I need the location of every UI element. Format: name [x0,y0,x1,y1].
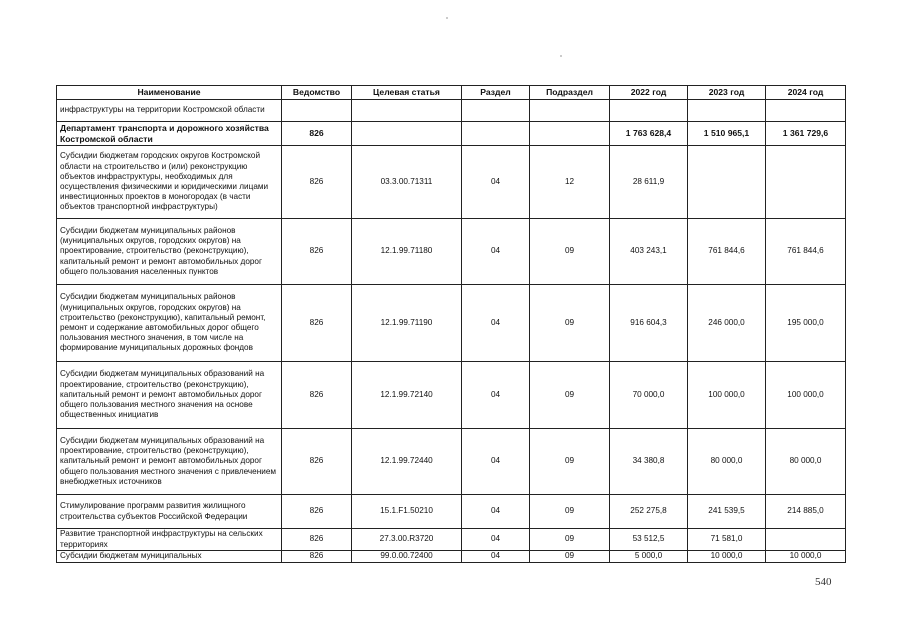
header-department: Ведомство [282,86,352,100]
scan-speck [446,17,448,19]
cell-target-article: 12.1.99.71190 [352,285,462,362]
cell-subsection: 09 [530,362,610,429]
cell-section: 04 [462,362,530,429]
cell-2022: 28 611,9 [610,146,688,219]
cell-department: 826 [282,529,352,551]
cell-2024 [766,100,846,122]
cell-2023 [688,100,766,122]
header-target-article: Целевая статья [352,86,462,100]
header-section: Раздел [462,86,530,100]
header-name: Наименование [57,86,282,100]
cell-section: 04 [462,495,530,529]
cell-2022: 34 380,8 [610,429,688,495]
cell-subsection: 09 [530,529,610,551]
cell-2022: 1 763 628,4 [610,122,688,146]
cell-2022: 252 275,8 [610,495,688,529]
table-row [57,551,846,563]
cell-name: Субсидии бюджетам муниципальных образований на проектирование, строительство (реконструкцию), капитальный ремонт и ремонт автомобильных дорог общего пользования местного значения с привлечением внебюджетных источников [57,429,282,495]
cell-name: Субсидии бюджетам муниципальных районов (муниципальных округов, городских округов) на проектирование, строительство (реконструкцию), капитальный ремонт и ремонт автомобильных дорог общего пользования населенных пунктов [57,219,282,285]
cell-name: Субсидии бюджетам муниципальных [57,551,282,563]
cell-target-article: 12.1.99.72440 [352,429,462,495]
cell-2022: 53 512,5 [610,529,688,551]
cell-department: 826 [282,122,352,146]
cell-department: 826 [282,429,352,495]
cell-name: инфраструктуры на территории Костромской области [57,100,282,122]
cell-name: Субсидии бюджетам муниципальных районов (муниципальных округов, городских округов) на строительство (реконструкцию), капитальный ремонт, ремонт и содержание автомобильных дорог общего пользования местного значения, в том числе на формирование муниципальных дорожных фондов [57,285,282,362]
header-subsection: Подраздел [530,86,610,100]
cell-section: 04 [462,529,530,551]
header-2023: 2023 год [688,86,766,100]
cell-2024: 761 844,6 [766,219,846,285]
cell-subsection [530,122,610,146]
cell-department: 826 [282,495,352,529]
table-row [57,219,846,285]
cell-department: 826 [282,362,352,429]
cell-2022: 916 604,3 [610,285,688,362]
cell-section: 04 [462,551,530,563]
table-row [57,495,846,529]
cell-2024: 214 885,0 [766,495,846,529]
cell-target-article: 12.1.99.72140 [352,362,462,429]
cell-2022 [610,100,688,122]
cell-target-article [352,122,462,146]
cell-2024: 100 000,0 [766,362,846,429]
cell-name: Развитие транспортной инфраструктуры на сельских территориях [57,529,282,551]
cell-2024: 80 000,0 [766,429,846,495]
table-row-department [57,122,846,146]
cell-2024: 1 361 729,6 [766,122,846,146]
cell-2023: 761 844,6 [688,219,766,285]
cell-2024: 195 000,0 [766,285,846,362]
cell-subsection: 12 [530,146,610,219]
cell-2024 [766,529,846,551]
table-row [57,285,846,362]
cell-department [282,100,352,122]
cell-2022: 5 000,0 [610,551,688,563]
cell-subsection: 09 [530,285,610,362]
cell-name: Субсидии бюджетам городских округов Костромской области на строительство и (или) реконструкцию объектов инфраструктуры, необходимых для осуществления физическими и юридическими лицами инвестиционных проектов в моногородах (в части объектов транспортной инфраструктуры) [57,146,282,219]
cell-target-article: 15.1.F1.50210 [352,495,462,529]
cell-target-article: 27.3.00.R3720 [352,529,462,551]
cell-subsection: 09 [530,219,610,285]
page-number: 540 [815,576,832,588]
table-header-row [57,86,846,100]
cell-2023: 1 510 965,1 [688,122,766,146]
cell-department: 826 [282,146,352,219]
cell-2023: 10 000,0 [688,551,766,563]
cell-target-article: 12.1.99.71180 [352,219,462,285]
table-row [57,429,846,495]
cell-2022: 403 243,1 [610,219,688,285]
cell-subsection: 09 [530,551,610,563]
cell-2023 [688,146,766,219]
cell-subsection: 09 [530,495,610,529]
table-row [57,529,846,551]
cell-subsection: 09 [530,429,610,495]
cell-2024: 10 000,0 [766,551,846,563]
cell-section: 04 [462,219,530,285]
cell-section [462,122,530,146]
budget-table [56,85,846,563]
cell-2023: 80 000,0 [688,429,766,495]
cell-2023: 71 581,0 [688,529,766,551]
cell-name: Департамент транспорта и дорожного хозяйства Костромской области [57,122,282,146]
cell-name: Стимулирование программ развития жилищного строительства субъектов Российской Федерации [57,495,282,529]
cell-section [462,100,530,122]
cell-2023: 100 000,0 [688,362,766,429]
cell-department: 826 [282,285,352,362]
cell-department: 826 [282,551,352,563]
table-row [57,362,846,429]
cell-2023: 241 539,5 [688,495,766,529]
header-2024: 2024 год [766,86,846,100]
header-2022: 2022 год [610,86,688,100]
table-row [57,100,846,122]
scan-speck [560,55,562,57]
cell-section: 04 [462,146,530,219]
cell-2022: 70 000,0 [610,362,688,429]
cell-target-article: 99.0.00.72400 [352,551,462,563]
cell-department: 826 [282,219,352,285]
cell-name: Субсидии бюджетам муниципальных образований на проектирование, строительство (реконструкцию), капитальный ремонт и ремонт автомобильных дорог общего пользования местного значения на основе общественных инициатив [57,362,282,429]
cell-subsection [530,100,610,122]
cell-section: 04 [462,285,530,362]
cell-target-article [352,100,462,122]
cell-section: 04 [462,429,530,495]
cell-2023: 246 000,0 [688,285,766,362]
cell-target-article: 03.3.00.71311 [352,146,462,219]
table-row [57,146,846,219]
cell-2024 [766,146,846,219]
